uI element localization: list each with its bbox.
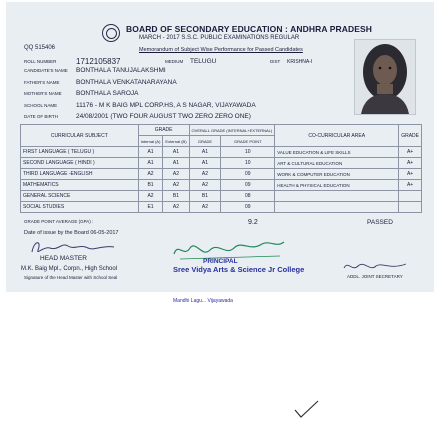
issue-date-label: Date of issue by the Board xyxy=(24,230,89,236)
internal-grade: A2 xyxy=(138,191,163,202)
board-title: BOARD OF SECONDARY EDUCATION : ANDHRA PRADESH xyxy=(126,24,372,34)
co-curricular-grade: A+ xyxy=(399,169,422,180)
portrait-icon xyxy=(355,40,415,114)
joint-secretary-title: ADDL. JOINT SECRETARY xyxy=(347,274,403,279)
subject-name: GENERAL SCIENCE xyxy=(21,191,139,202)
table-row xyxy=(21,147,422,158)
co-curricular-area xyxy=(275,191,399,202)
external-grade: B1 xyxy=(163,191,189,202)
subject-name: MATHEMATICS xyxy=(21,180,139,191)
grade-point: 08 xyxy=(221,191,275,202)
exam-line: MARCH - 2017 S.S.C. PUBLIC EXAMINATIONS REGULAR xyxy=(139,35,300,41)
roll-number-label: ROLL NUMBER xyxy=(24,59,57,64)
grade-point: 09 xyxy=(221,180,275,191)
tick-mark-icon xyxy=(292,398,322,420)
gpa-value: 9.2 xyxy=(248,219,258,226)
father-name: BONTHALA VENKATANARAYANA xyxy=(76,79,177,86)
col-co-grade: GRADE xyxy=(399,125,422,147)
roll-number: 1712105837 xyxy=(76,57,121,66)
co-curricular-grade xyxy=(399,202,422,213)
grade-point: 10 xyxy=(221,158,275,169)
serial-number: QQ 515406 xyxy=(24,45,56,51)
subject-name: SECOND LANGUAGE ( HINDI ) xyxy=(21,158,139,169)
co-curricular-area: VALUE EDUCATION & LIFE SKILLS xyxy=(275,147,399,158)
internal-grade: E1 xyxy=(138,202,163,213)
marks-table xyxy=(20,124,422,213)
head-master-seal-line: Signature of the Head Master with School Seal xyxy=(24,275,118,280)
external-grade: A2 xyxy=(163,180,189,191)
candidate-name-label: CANDIDATE'S NAME xyxy=(24,68,68,73)
col-co-curricular: CO-CURRICULAR AREA xyxy=(275,125,399,147)
medium-label: MEDIUM xyxy=(165,59,184,64)
external-grade: A2 xyxy=(163,202,189,213)
co-curricular-area: HEALTH & PHYSICAL EDUCATION xyxy=(275,180,399,191)
internal-grade: A2 xyxy=(138,169,163,180)
co-curricular-grade: A+ xyxy=(399,180,422,191)
issue-date-value: 06-05-2017 xyxy=(90,230,119,236)
subject-name: FIRST LANGUAGE ( TELUGU ) xyxy=(21,147,139,158)
external-grade: A1 xyxy=(163,158,189,169)
subject-name: SOCIAL STUDIES xyxy=(21,202,139,213)
overall-grade: A2 xyxy=(189,202,221,213)
table-row xyxy=(21,191,422,202)
grade-point: 09 xyxy=(221,169,275,180)
district-label: DIST xyxy=(270,59,281,64)
head-master-title: HEAD MASTER xyxy=(40,255,87,262)
table-row xyxy=(21,202,422,213)
college-stamp-address: Mandhi Lagu... Vijayawada xyxy=(173,298,233,304)
district: KRISHNA-I xyxy=(287,59,313,65)
overall-grade: A1 xyxy=(189,147,221,158)
overall-grade: A2 xyxy=(189,169,221,180)
overall-grade: A1 xyxy=(189,158,221,169)
joint-secretary-signature xyxy=(340,258,410,274)
internal-grade: A1 xyxy=(138,147,163,158)
co-curricular-area: ART & CULTURAL EDUCATION xyxy=(275,158,399,169)
mother-name: BONTHALA SAROJA xyxy=(76,90,139,97)
table-row xyxy=(21,158,422,169)
mother-name-label: MOTHER'S NAME xyxy=(24,91,62,96)
subject-name: THIRD LANGUAGE -ENGLISH xyxy=(21,169,139,180)
overall-grade: A2 xyxy=(189,180,221,191)
candidate-photo xyxy=(354,39,416,115)
memo-title: Memorandum of Subject Wise Performance for Passed Candidates xyxy=(139,47,303,53)
col-subject: CURRICULAR SUBJECT xyxy=(21,125,139,147)
col-o-point: GRADE POINT xyxy=(221,136,275,147)
school-name: 11176 - M K BAIG MPL CORP.HS, A S NAGAR, VIJAYAWADA xyxy=(76,102,256,109)
co-curricular-area: WORK & COMPUTER EDUCATION xyxy=(275,169,399,180)
date-of-birth: 24/08/2001 (TWO FOUR AUGUST TWO ZERO ZERO ONE) xyxy=(76,113,251,120)
internal-grade: B1 xyxy=(138,180,163,191)
co-curricular-grade xyxy=(399,191,422,202)
father-name-label: FATHER'S NAME xyxy=(24,80,60,85)
table-row xyxy=(21,180,422,191)
col-external: External (B) xyxy=(163,136,189,147)
principal-title: PRINCIPAL xyxy=(203,258,238,265)
gpa-label: GRADE POINT AVERAGE (GPA) : xyxy=(24,219,94,224)
board-emblem-icon xyxy=(102,24,120,42)
col-overall: OVERALL GRADE (INTERNAL+EXTERNAL) xyxy=(189,125,275,136)
table-row xyxy=(21,169,422,180)
col-grade: GRADE xyxy=(138,125,189,136)
medium: TELUGU xyxy=(190,58,217,65)
col-o-grade: GRADE xyxy=(189,136,221,147)
dob-label: DATE OF BIRTH xyxy=(24,114,58,119)
grade-point: 09 xyxy=(221,202,275,213)
overall-grade: B1 xyxy=(189,191,221,202)
external-grade: A2 xyxy=(163,169,189,180)
head-master-school: M.K. Baig Mpl., Corpn., High School xyxy=(21,266,118,272)
candidate-name: BONTHALA TANUJALAKSHMI xyxy=(76,67,166,74)
external-grade: A1 xyxy=(163,147,189,158)
result-status: PASSED xyxy=(367,219,393,226)
co-curricular-area xyxy=(275,202,399,213)
col-internal: Internal (A) xyxy=(138,136,163,147)
co-curricular-grade: A+ xyxy=(399,147,422,158)
internal-grade: A1 xyxy=(138,158,163,169)
grade-point: 10 xyxy=(221,147,275,158)
college-stamp-name: Sree Vidya Arts & Science Jr College xyxy=(173,265,305,274)
co-curricular-grade: A+ xyxy=(399,158,422,169)
school-name-label: SCHOOL NAME xyxy=(24,103,58,108)
